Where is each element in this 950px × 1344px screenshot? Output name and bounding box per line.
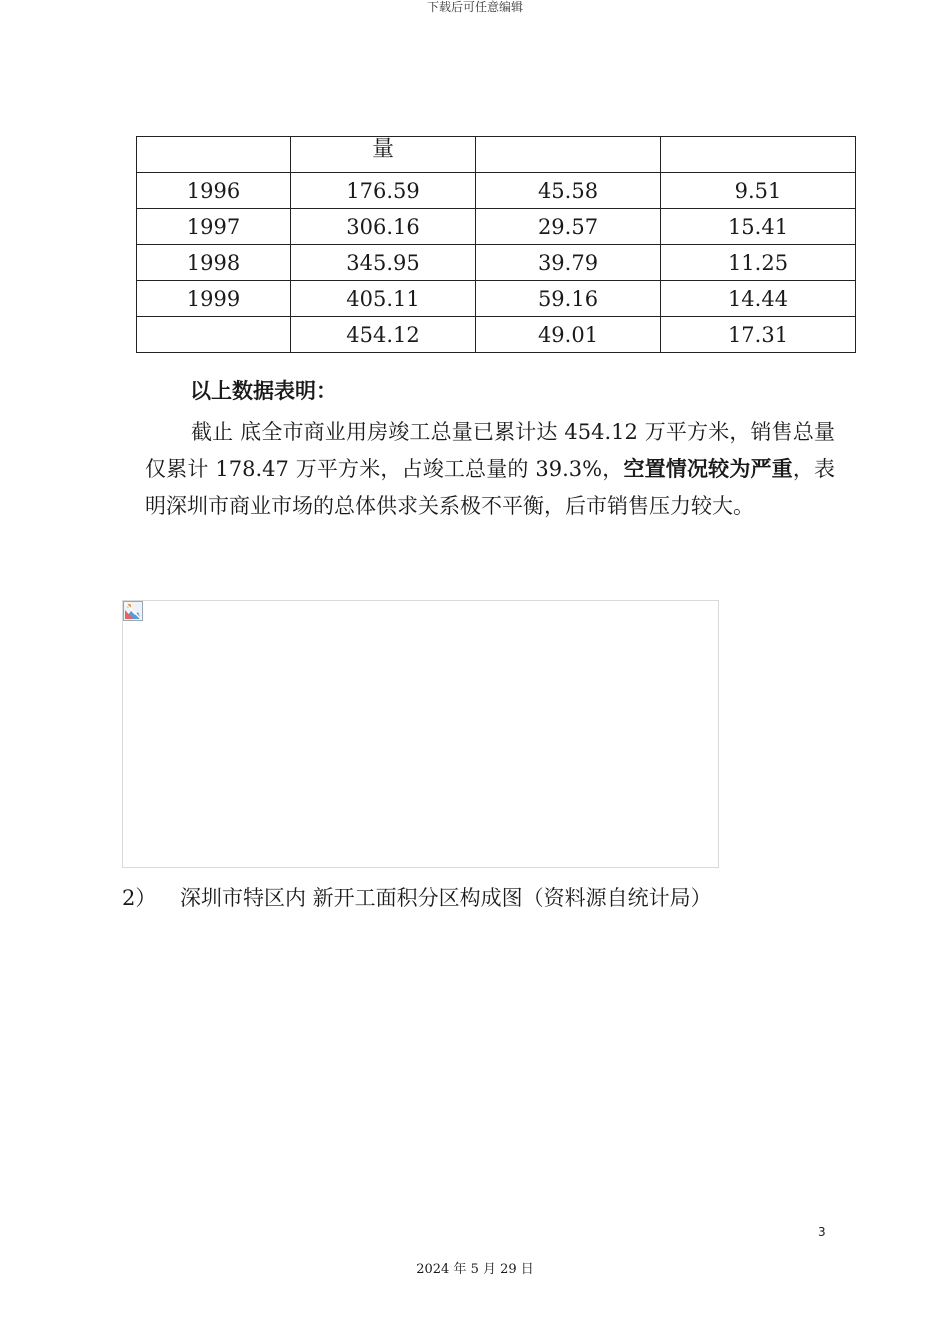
table-cell: 15.41 xyxy=(661,209,856,245)
paragraph-number: 39.3% xyxy=(535,457,603,481)
table-cell: 14.44 xyxy=(661,281,856,317)
table-cell: 45.58 xyxy=(476,173,661,209)
paragraph-text: 截止 底全市商业用房竣工总量已累计达 xyxy=(191,420,565,444)
paragraph-text: 万平方米，占竣工总量的 xyxy=(288,457,536,481)
figure-caption xyxy=(122,883,712,913)
emphasis-text: 空置情况较为严重 xyxy=(623,457,793,481)
data-table xyxy=(136,136,856,353)
table-cell xyxy=(476,137,661,173)
table-cell: 39.79 xyxy=(476,245,661,281)
table-cell: 1999 xyxy=(137,281,291,317)
table-cell: 49.01 xyxy=(476,317,661,353)
paragraph-text: ，表明深圳市商业市场的总体供求关系极不平衡，后市销售压力较大。 xyxy=(145,457,835,518)
table-cell: 29.57 xyxy=(476,209,661,245)
table-cell: 1997 xyxy=(137,209,291,245)
table-cell: 405.11 xyxy=(291,281,476,317)
table-cell: 345.95 xyxy=(291,245,476,281)
paragraph-number: 454.12 xyxy=(564,420,638,444)
section-heading: 以上数据表明： xyxy=(190,379,337,403)
table-row xyxy=(137,281,856,317)
paragraph-number: 178.47 xyxy=(215,457,289,481)
table-cell: 1998 xyxy=(137,245,291,281)
paragraph-text: 万平方米，销售总量仅累计 xyxy=(145,420,835,481)
table-cell: 9.51 xyxy=(661,173,856,209)
table-cell xyxy=(137,137,291,173)
caption-text: 深圳市特区内 新开工面积分区构成图（资料源自统计局） xyxy=(180,886,712,910)
table-row-continued xyxy=(137,137,856,173)
caption-number: 2） xyxy=(122,886,157,910)
table-cell: 306.16 xyxy=(291,209,476,245)
table-cell: 17.31 xyxy=(661,317,856,353)
table-row xyxy=(137,245,856,281)
image-placeholder xyxy=(122,600,719,868)
paragraph-text: ， xyxy=(602,457,624,481)
table-cell: 1996 xyxy=(137,173,291,209)
body-paragraph xyxy=(145,414,835,525)
table-cell: 176.59 xyxy=(291,173,476,209)
table-cell: 11.25 xyxy=(661,245,856,281)
table-cell: 59.16 xyxy=(476,281,661,317)
table-cell xyxy=(661,137,856,173)
table-row xyxy=(137,317,856,353)
table-cell: 454.12 xyxy=(291,317,476,353)
page-number: 3 xyxy=(818,1225,826,1239)
table-cell xyxy=(137,317,291,353)
table-row xyxy=(137,209,856,245)
table-row xyxy=(137,173,856,209)
table-cell: 量 xyxy=(291,137,476,173)
broken-image-icon xyxy=(123,601,143,621)
page-header: 下载后可任意编辑 xyxy=(426,0,523,14)
footer-date: 2024 年 5 月 29 日 xyxy=(416,1262,534,1277)
